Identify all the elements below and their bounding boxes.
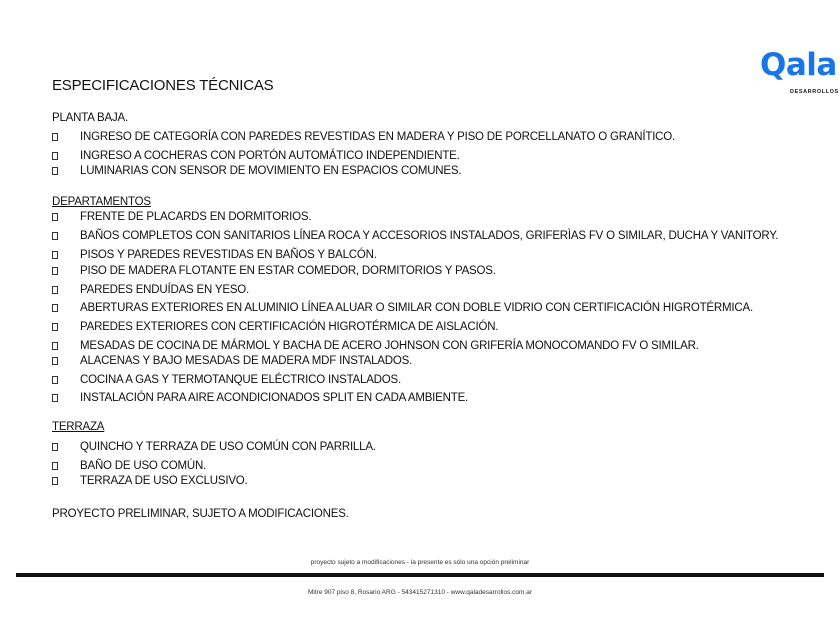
footer-divider (16, 573, 824, 577)
checkbox-glyph-icon (52, 251, 58, 259)
footer-contact: Mitre 907 piso 8, Rosario ARG - 543415271310 - www.qaladesarrollos.com.ar (307, 589, 532, 596)
list-item-text: QUINCHO Y TERRAZA DE USO COMÚN CON PARRILLA. (80, 441, 376, 453)
list-item-text: PAREDES EXTERIORES CON CERTIFICACIÓN HIGROTÉRMICA DE AISLACIÓN. (80, 321, 499, 333)
section-heading: PLANTA BAJA. (52, 112, 128, 124)
checkbox-glyph-icon (52, 477, 58, 485)
list-item-text: COCINA A GAS Y TERMOTANQUE ELÉCTRICO INSTALADOS. (80, 374, 401, 386)
checkbox-glyph-icon (52, 304, 58, 312)
list-item-text: MESADAS DE COCINA DE MÁRMOL Y BACHA DE ACERO JOHNSON CON GRIFERÍA MONOCOMANDO FV O SIMILAR. (80, 340, 699, 352)
list-item-text: PAREDES ENDUÍDAS EN YESO. (80, 284, 250, 296)
list-item-text: LUMINARIAS CON SENSOR DE MOVIMIENTO EN ESPACIOS COMUNES. (80, 165, 462, 177)
checkbox-glyph-icon (52, 213, 58, 221)
list-item-text: FRENTE DE PLACARDS EN DORMITORIOS. (80, 211, 312, 223)
checkbox-glyph-icon (52, 323, 58, 331)
preliminary-note: PROYECTO PRELIMINAR, SUJETO A MODIFICACIONES. (52, 508, 349, 520)
document-title: ESPECIFICACIONES TÉCNICAS (52, 77, 274, 94)
list-item-text: TERRAZA DE USO EXCLUSIVO. (80, 475, 248, 487)
list-item-text: INGRESO A COCHERAS CON PORTÓN AUTOMÁTICO INDEPENDIENTE. (80, 150, 460, 162)
checkbox-glyph-icon (52, 267, 58, 275)
list-item-text: ALACENAS Y BAJO MESADAS DE MADERA MDF INSTALADOS. (80, 355, 413, 367)
checkbox-glyph-icon (52, 394, 58, 402)
checkbox-glyph-icon (52, 232, 58, 240)
checkbox-glyph-icon (52, 167, 58, 175)
list-item-text: INSTALACIÓN PARA AIRE ACONDICIONADOS SPLIT EN CADA AMBIENTE. (80, 392, 469, 404)
logo-subtitle: DESARROLLOS (790, 89, 839, 95)
checkbox-glyph-icon (52, 462, 58, 470)
footer-disclaimer: proyecto sujeto a modificaciones - la presente es sólo una opción preliminar (310, 559, 530, 566)
checkbox-glyph-icon (52, 286, 58, 294)
checkbox-glyph-icon (52, 443, 58, 451)
list-item-text: PISOS Y PAREDES REVESTIDAS EN BAÑOS Y BALCÓN. (80, 249, 377, 261)
list-item-text: BAÑOS COMPLETOS CON SANITARIOS LÍNEA ROCA Y ACCESORIOS INSTALADOS, GRIFERÌAS FV O SIMILAR, DUCHA Y VANITORY. (80, 230, 779, 242)
checkbox-glyph-icon (52, 342, 58, 350)
list-item-text: INGRESO DE CATEGORÍA CON PAREDES REVESTIDAS EN MADERA Y PISO DE PORCELLANATO O GRANÍTICO. (80, 131, 676, 143)
company-logo (760, 47, 839, 98)
section-heading: TERRAZA (52, 421, 105, 433)
section-heading: DEPARTAMENTOS (52, 196, 151, 208)
checkbox-glyph-icon (52, 376, 58, 384)
list-item-text: ABERTURAS EXTERIORES EN ALUMINIO LÍNEA ALUAR O SIMILAR CON DOBLE VIDRIO CON CERTIFICACIÓN HIGROTÉRMICA. (80, 302, 753, 314)
list-item-text: BAÑO DE USO COMÚN. (80, 460, 207, 472)
checkbox-glyph-icon (52, 357, 58, 365)
list-item-text: PISO DE MADERA FLOTANTE EN ESTAR COMEDOR, DORMITORIOS Y PASOS. (80, 265, 496, 277)
checkbox-glyph-icon (52, 133, 58, 141)
checkbox-glyph-icon (52, 152, 58, 160)
logo-wordmark: Qala (760, 47, 837, 83)
